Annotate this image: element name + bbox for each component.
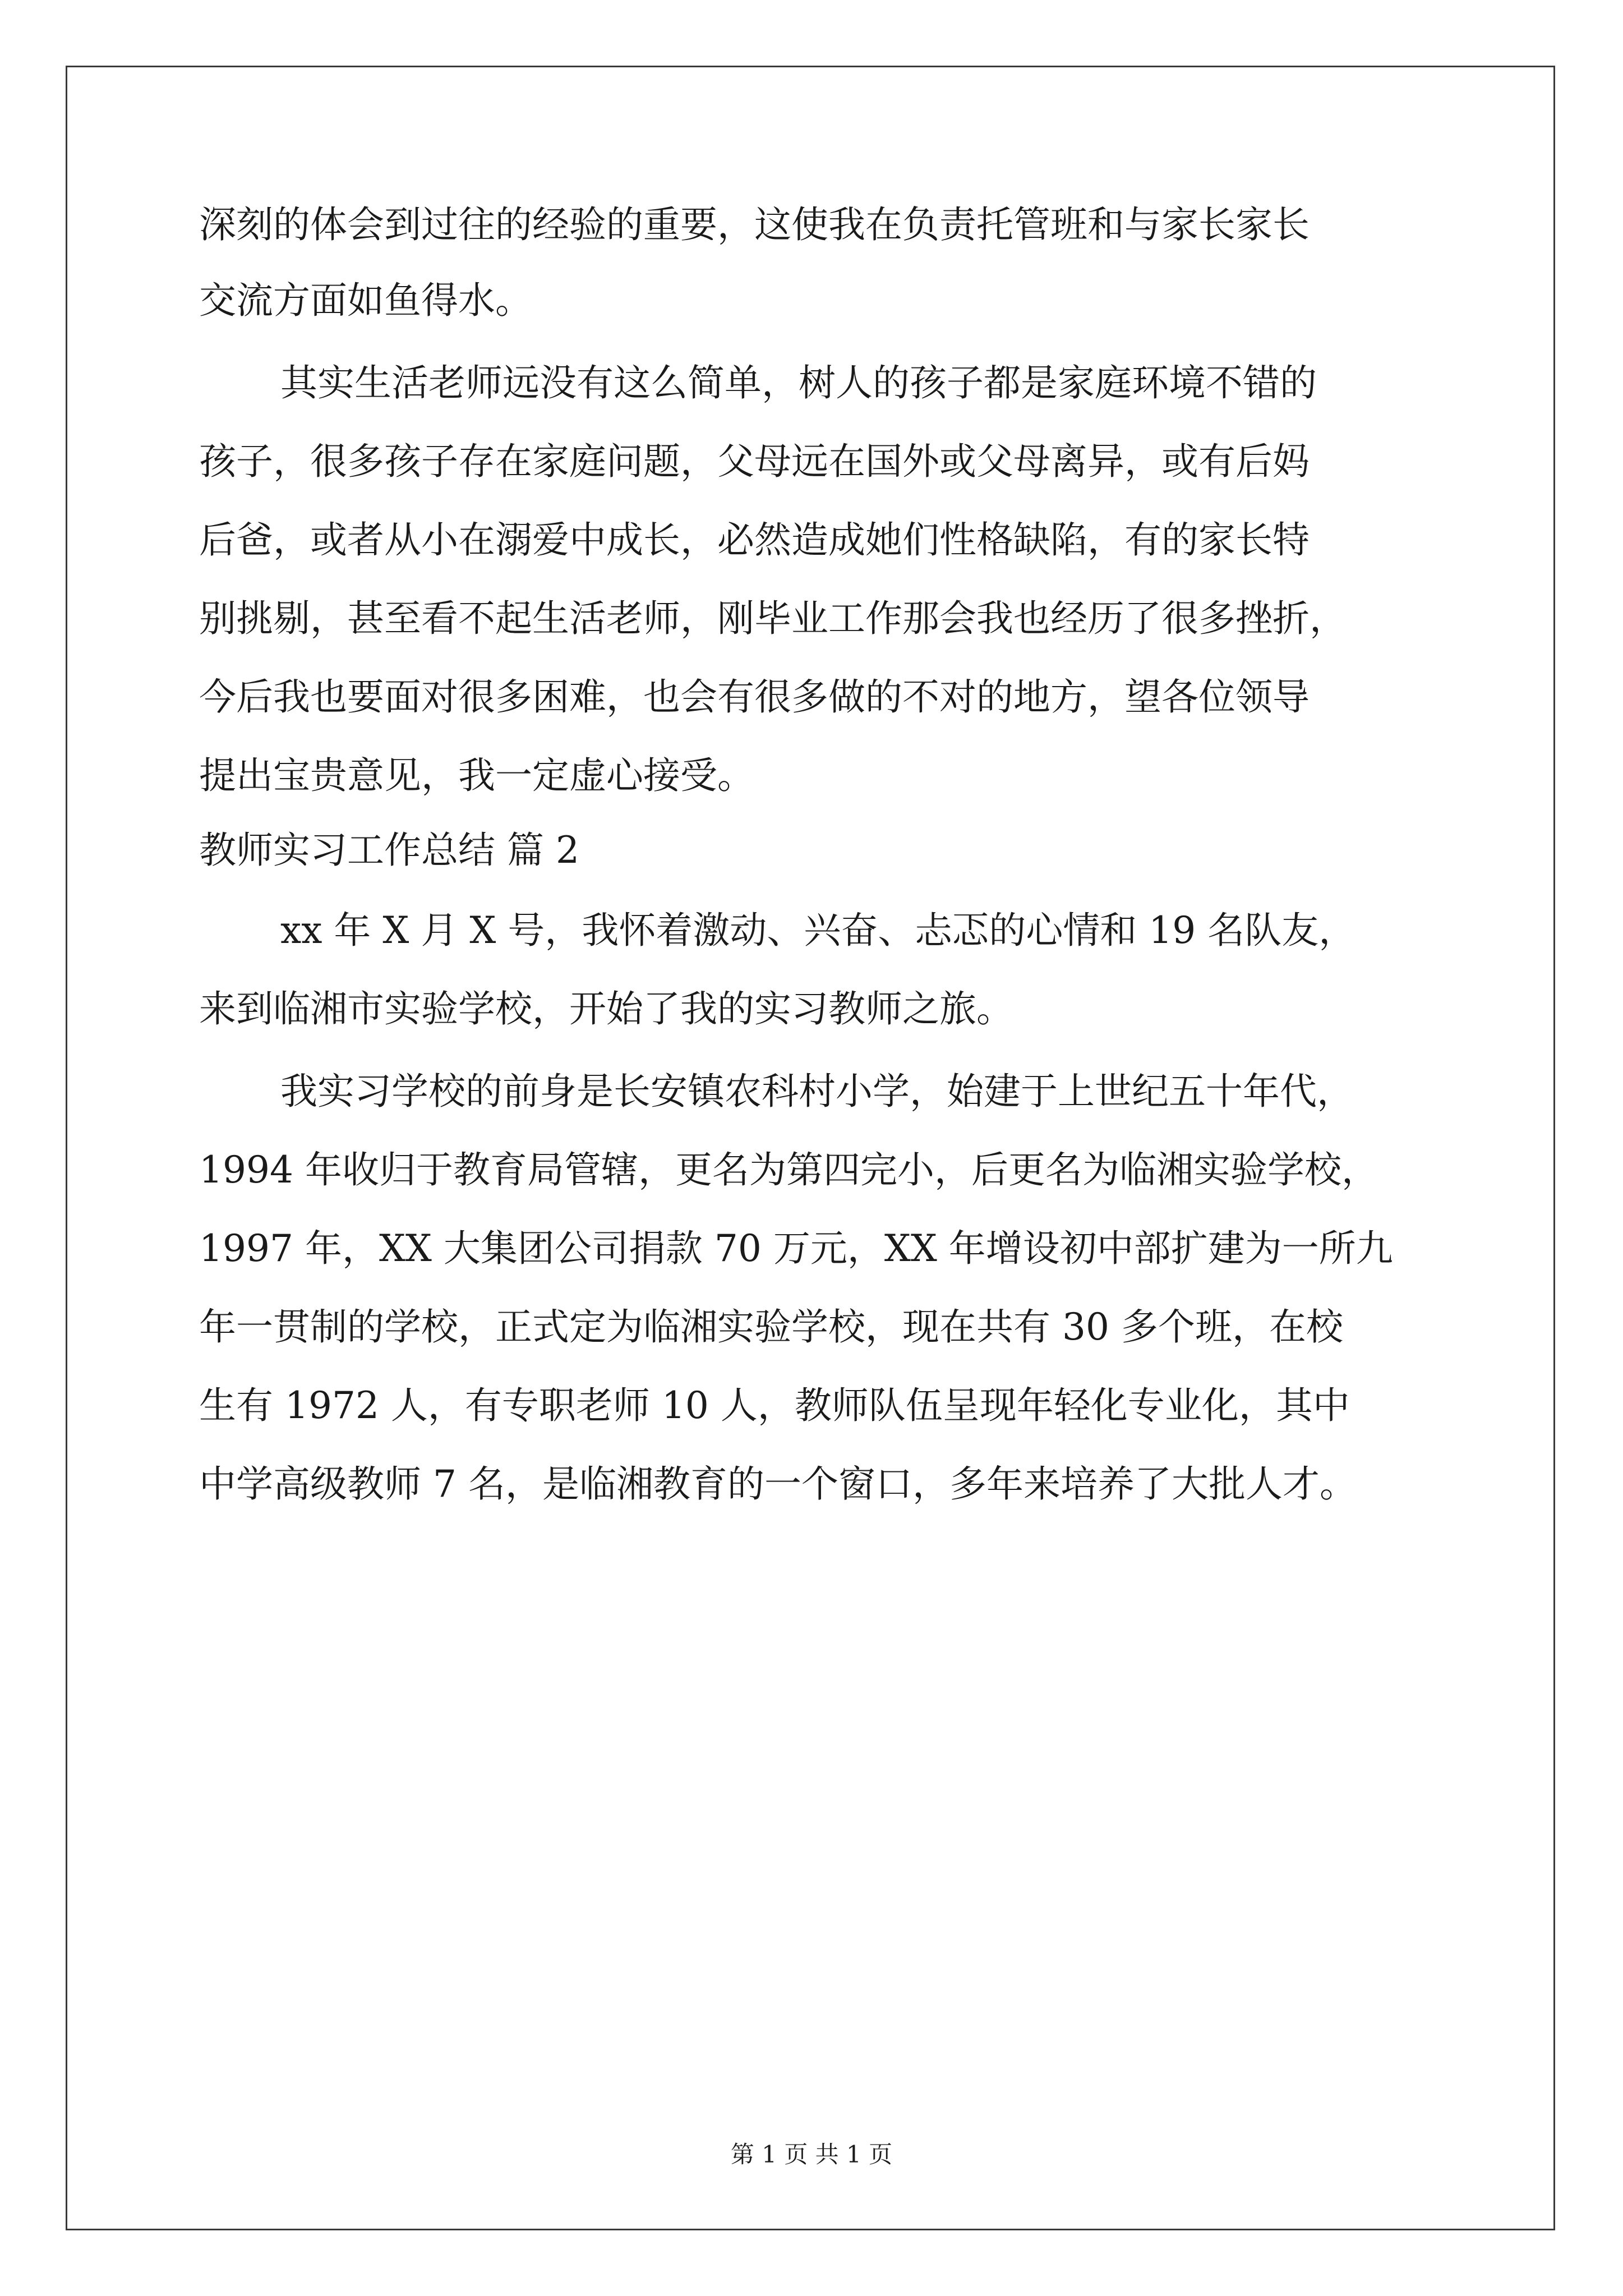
text-line: 1997 年，XX 大集团公司捐款 70 万元，XX 年增设初中部扩建为一所九 — [199, 1227, 1393, 1270]
text-line: 来到临湘市实验学校，开始了我的实习教师之旅。 — [199, 987, 1013, 1030]
text-line: 1994 年收归于教育局管辖，更名为第四完小，后更名为临湘实验学校， — [199, 1148, 1378, 1191]
text-line: 交流方面如鱼得水。 — [199, 279, 532, 322]
text-line: 生有 1972 人，有专职老师 10 人，教师队伍呈现年轻化专业化，其中 — [199, 1384, 1350, 1427]
text-line: xx 年 X 月 X 号，我怀着激动、兴奋、忐忑的心情和 19 名队友， — [280, 909, 1356, 952]
text-line: 年一贯制的学校，正式定为临湘实验学校，现在共有 30 多个班，在校 — [199, 1305, 1343, 1349]
text-line: 中学高级教师 7 名，是临湘教育的一个窗口，多年来培养了大批人才。 — [199, 1462, 1357, 1506]
text-line: 孩子，很多孩子存在家庭问题，父母远在国外或父母离异，或有后妈 — [199, 440, 1310, 483]
section-heading: 教师实习工作总结 篇 2 — [199, 829, 579, 872]
text-line: 我实习学校的前身是长安镇农科村小学，始建于上世纪五十年代， — [280, 1070, 1354, 1113]
text-line: 提出宝贵意见，我一定虚心接受。 — [199, 754, 754, 797]
text-line: 深刻的体会到过往的经验的重要，这使我在负责托管班和与家长家长 — [199, 203, 1310, 246]
text-line: 别挑剔，甚至看不起生活老师，刚毕业工作那会我也经历了很多挫折， — [199, 597, 1347, 640]
page-number: 第 1 页 共 1 页 — [730, 2141, 893, 2168]
text-line: 其实生活老师远没有这么简单，树人的孩子都是家庭环境不错的 — [280, 361, 1317, 404]
text-line: 今后我也要面对很多困难，也会有很多做的不对的地方，望各位领导 — [199, 675, 1310, 719]
text-line: 后爸，或者从小在溺爱中成长，必然造成她们性格缺陷，有的家长特 — [199, 518, 1310, 562]
